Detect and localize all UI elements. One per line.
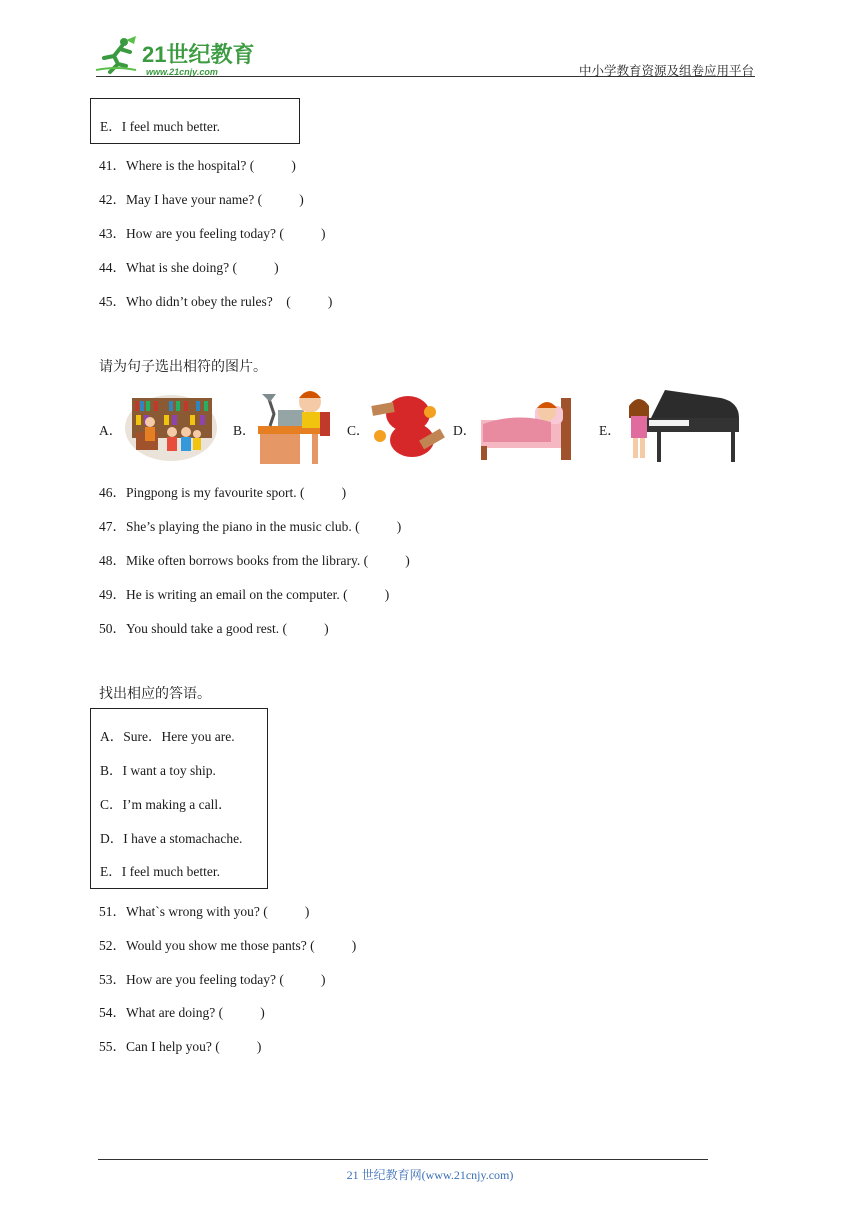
option-e: E．I feel much better. xyxy=(100,864,220,879)
question-51: 51．What`s wrong with you? ( ) xyxy=(99,904,310,919)
header-divider xyxy=(96,76,755,77)
pingpong-icon xyxy=(368,390,450,462)
question-43: 43．How are you feeling today? ( ) xyxy=(99,226,326,241)
picture-label-c: C． xyxy=(347,423,370,438)
question-52: 52．Would you show me those pants? ( ) xyxy=(99,938,357,953)
picture-label-a: A． xyxy=(99,423,123,438)
piano-icon xyxy=(621,388,741,464)
question-54: 54．What are doing? ( ) xyxy=(99,1005,265,1020)
question-45: 45．Who didn’t obey the rules? ( ) xyxy=(99,294,333,309)
option-b: B．I want a toy ship. xyxy=(100,763,216,778)
picture-label-e: E． xyxy=(599,423,621,438)
sick-in-bed-icon xyxy=(477,390,575,462)
option-e: E．I feel much better. xyxy=(100,119,220,134)
logo-url: www.21cnjy.com xyxy=(146,67,218,77)
options-box-2 xyxy=(90,708,268,889)
footer-divider xyxy=(98,1159,708,1160)
picture-label-d: D． xyxy=(453,423,477,438)
question-55: 55．Can I help you? ( ) xyxy=(99,1039,262,1054)
question-48: 48．Mike often borrows books from the library. ( ) xyxy=(99,553,410,568)
option-d: D．I have a stomachache. xyxy=(100,831,243,846)
section-title-pictures: 请为句子选出相符的图片。 xyxy=(99,360,267,375)
section-title-answers: 找出相应的答语。 xyxy=(99,687,211,702)
question-49: 49．He is writing an email on the computer. ( ) xyxy=(99,587,390,602)
options-box-1 xyxy=(90,98,300,144)
option-a: A．Sure．Here you are. xyxy=(100,729,235,744)
question-47: 47．She’s playing the piano in the music club. ( ) xyxy=(99,519,402,534)
question-50: 50．You should take a good rest. ( ) xyxy=(99,621,329,636)
footer-link[interactable]: 21 世纪教育网(www.21cnjy.com) xyxy=(346,1168,514,1182)
question-44: 44．What is she doing? ( ) xyxy=(99,260,279,275)
site-logo xyxy=(96,34,266,80)
computer-icon xyxy=(252,386,334,466)
question-42: 42．May I have your name? ( ) xyxy=(99,192,304,207)
picture-label-b: B． xyxy=(233,423,256,438)
question-46: 46．Pingpong is my favourite sport. ( ) xyxy=(99,485,347,500)
logo-text: 21世纪教育 xyxy=(142,42,255,67)
library-icon xyxy=(124,390,219,462)
question-41: 41．Where is the hospital? ( ) xyxy=(99,158,296,173)
header-platform-text: 中小学教育资源及组卷应用平台 xyxy=(578,64,754,78)
option-c: C．I’m making a call． xyxy=(100,797,232,812)
question-53: 53．How are you feeling today? ( ) xyxy=(99,972,326,987)
